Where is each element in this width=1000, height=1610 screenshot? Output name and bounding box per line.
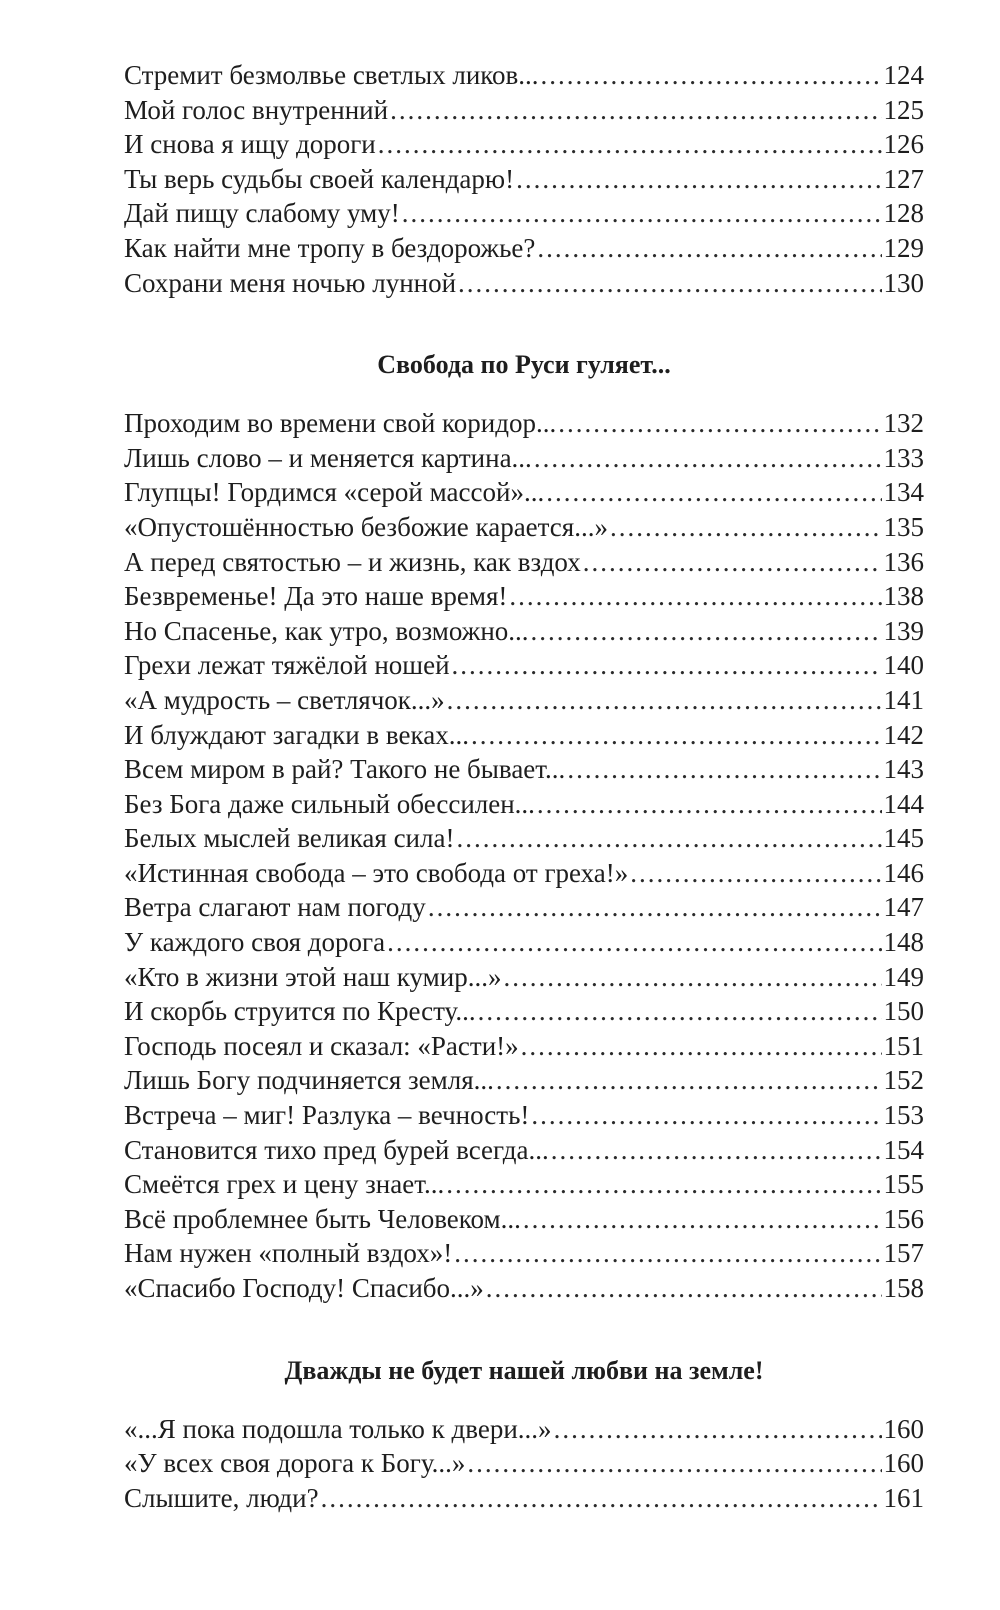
toc-entry-title: Лишь Богу подчиняется земля...: [124, 1065, 494, 1096]
toc-entry[interactable]: [124, 856, 924, 891]
toc-entry[interactable]: [124, 890, 924, 925]
toc-entry-title: Без Бога даже сильный обессилен...: [124, 788, 535, 819]
toc-leader-dots: [551, 1133, 882, 1168]
toc-entry-title: Лишь слово – и меняется картина...: [124, 442, 532, 473]
toc-entry-page: 151: [883, 1030, 924, 1061]
toc-entry-page: 158: [883, 1273, 924, 1303]
toc-entry-page: 147: [883, 892, 924, 923]
toc-entry-page: 149: [883, 961, 924, 992]
toc-entry[interactable]: [124, 1481, 924, 1516]
toc-entry-page: 130: [883, 267, 924, 298]
toc-entry[interactable]: [124, 1029, 924, 1064]
toc-entry[interactable]: [124, 648, 924, 683]
toc-leader-dots: [537, 787, 882, 822]
toc-entry-page: 144: [883, 788, 924, 819]
toc-entry-page: 156: [883, 1203, 924, 1234]
toc-leader-dots: [486, 1271, 882, 1306]
toc-leader-dots: [509, 579, 881, 614]
toc-entry-page: 133: [883, 442, 924, 473]
toc-entry-page: 125: [883, 94, 924, 125]
toc-entry-title: «А мудрость – светлячок...»: [124, 684, 445, 715]
toc-entry[interactable]: [124, 1133, 924, 1168]
toc-entry-page: 161: [883, 1482, 924, 1513]
toc-entry-page: 129: [883, 232, 924, 263]
toc-entry-page: 126: [883, 129, 924, 160]
toc-entry-page: 128: [883, 198, 924, 229]
toc-leader-dots: [516, 162, 881, 197]
toc-entry-page: 148: [883, 927, 924, 958]
toc-entry-title: Господь посеял и сказал: «Расти!»: [124, 1030, 519, 1061]
toc-leader-dots: [454, 1236, 881, 1271]
toc-leader-dots: [567, 752, 881, 787]
toc-entry[interactable]: [124, 1271, 924, 1306]
toc-entry[interactable]: [124, 1412, 924, 1447]
toc-entry[interactable]: [124, 1446, 924, 1481]
toc-entry-page: 139: [883, 615, 924, 646]
toc-entry-title: «Опустошённостью безбожие карается...»: [124, 511, 608, 542]
toc-entry-title: Смеётся грех и цену знает...: [124, 1169, 445, 1200]
toc-entry[interactable]: [124, 752, 924, 787]
toc-entry-title: Белых мыслей великая сила!: [124, 823, 455, 854]
toc-leader-dots: [537, 231, 881, 266]
toc-entry[interactable]: [124, 1202, 924, 1237]
toc-entry-page: 152: [883, 1065, 924, 1096]
toc-leader-dots: [447, 683, 882, 718]
toc-entry-title: Грехи лежат тяжёлой ношей: [124, 650, 450, 681]
toc-entry-title: Глупцы! Гордимся «серой массой»...: [124, 477, 545, 508]
toc-entry[interactable]: [124, 1063, 924, 1098]
toc-entry-title: Всё проблемнее быть Человеком...: [124, 1203, 521, 1234]
toc-entry-title: Но Спасенье, как утро, возможно...: [124, 615, 529, 646]
toc-entry[interactable]: [124, 545, 924, 580]
toc-leader-dots: [534, 441, 882, 476]
toc-entry-page: 145: [883, 823, 924, 854]
toc-entry-title: А перед святостью – и жизнь, как вздох: [124, 546, 581, 577]
toc-entry[interactable]: [124, 162, 924, 197]
toc-entry-page: 124: [883, 60, 924, 90]
toc-leader-dots: [390, 93, 881, 128]
toc-entry[interactable]: [124, 821, 924, 856]
toc-leader-dots: [546, 475, 881, 510]
section-heading: Дважды не будет нашей любви на земле!: [284, 1355, 764, 1385]
toc-leader-dots: [321, 1481, 882, 1516]
toc-entry[interactable]: [124, 266, 924, 301]
toc-entry[interactable]: [124, 1167, 924, 1202]
toc-entry-page: 143: [883, 754, 924, 785]
toc-leader-dots: [446, 1167, 881, 1202]
toc-entry-title: И блуждают загадки в веках...: [124, 719, 469, 750]
toc-leader-dots: [478, 994, 882, 1029]
toc-entry-page: 136: [883, 546, 924, 577]
toc-entry[interactable]: [124, 441, 924, 476]
section-heading: Свобода по Руси гуляет...: [377, 350, 671, 380]
toc-leader-dots: [402, 196, 882, 231]
toc-leader-dots: [558, 406, 881, 441]
toc-entry-page: 154: [883, 1134, 924, 1165]
toc-leader-dots: [541, 58, 882, 93]
toc-entry-title: Становится тихо пред бурей всегда...: [124, 1134, 549, 1165]
toc-entry-page: 160: [883, 1448, 924, 1479]
toc-entry-page: 141: [883, 684, 924, 715]
toc-entry[interactable]: [124, 231, 924, 266]
toc-entry[interactable]: [124, 475, 924, 510]
toc-entry[interactable]: [124, 1098, 924, 1133]
toc-leader-dots: [467, 1446, 881, 1481]
toc-entry-title: «Истинная свобода – это свобода от греха!»: [124, 857, 629, 888]
toc-section-1: [124, 58, 924, 300]
toc-entry-title: Стремит безмолвье светлых ликов...: [124, 60, 539, 90]
toc-entry[interactable]: [124, 127, 924, 162]
toc-entry-title: Безвременье! Да это наше время!: [124, 581, 508, 612]
toc-leader-dots: [471, 718, 882, 753]
toc-entry-title: Мой голос внутренний: [124, 94, 389, 125]
toc-leader-dots: [531, 1098, 881, 1133]
toc-entry-page: 134: [883, 477, 924, 508]
toc-entry-page: 160: [883, 1413, 924, 1444]
toc-entry[interactable]: [124, 510, 924, 545]
toc-entry-title: «...Я пока подошла только к двери...»: [124, 1413, 552, 1444]
toc-section-3: [124, 1412, 924, 1516]
toc-leader-dots: [531, 614, 882, 649]
toc-entry-title: Проходим во времени свой коридор...: [124, 408, 557, 439]
toc-leader-dots: [428, 890, 882, 925]
toc-entry-page: 146: [883, 857, 924, 888]
toc-entry-title: Дай пищу слабому уму!: [124, 198, 400, 229]
toc-entry[interactable]: [124, 579, 924, 614]
toc-entry-title: Слышите, люди?: [124, 1482, 319, 1513]
toc-entry-title: У каждого своя дорога: [124, 927, 386, 958]
toc-leader-dots: [554, 1412, 882, 1447]
toc-leader-dots: [583, 545, 882, 580]
toc-entry-page: 140: [883, 650, 924, 681]
toc-entry-title: Сохрани меня ночью лунной: [124, 267, 457, 298]
toc-leader-dots: [456, 821, 881, 856]
toc-entry-page: 127: [883, 163, 924, 194]
toc-entry-title: И скорбь струится по Кресту...: [124, 996, 476, 1027]
toc-entry-title: Как найти мне тропу в бездорожье?: [124, 232, 536, 263]
toc-entry-title: Ты верь судьбы своей календарю!: [124, 163, 515, 194]
toc-leader-dots: [452, 648, 882, 683]
toc-entry[interactable]: [124, 1236, 924, 1271]
toc-entry[interactable]: [124, 58, 924, 93]
toc-entry[interactable]: [124, 994, 924, 1029]
toc-entry-title: «У всех своя дорога к Богу...»: [124, 1448, 466, 1479]
toc-leader-dots: [378, 127, 882, 162]
toc-entry-title: «Спасибо Господу! Спасибо...»: [124, 1273, 484, 1303]
toc-entry-page: 138: [883, 581, 924, 612]
toc-leader-dots: [610, 510, 882, 545]
toc-entry[interactable]: [124, 614, 924, 649]
toc-leader-dots: [630, 856, 881, 891]
toc-entry-page: 132: [883, 408, 924, 439]
toc-leader-dots: [458, 266, 881, 301]
toc-entry[interactable]: [124, 718, 924, 753]
toc-entry-page: 157: [883, 1238, 924, 1269]
toc-leader-dots: [496, 1063, 882, 1098]
toc-entry[interactable]: [124, 93, 924, 128]
toc-entry-page: 150: [883, 996, 924, 1027]
toc-page: [124, 58, 924, 1515]
toc-entry[interactable]: [124, 196, 924, 231]
toc-entry-page: 135: [883, 511, 924, 542]
toc-entry-page: 155: [883, 1169, 924, 1200]
toc-entry[interactable]: [124, 787, 924, 822]
toc-entry-page: 142: [883, 719, 924, 750]
toc-entry-title: Нам нужен «полный вздох»!: [124, 1238, 453, 1269]
toc-entry[interactable]: [124, 960, 924, 995]
toc-entry-title: И снова я ищу дороги: [124, 129, 376, 160]
toc-entry-page: 153: [883, 1100, 924, 1131]
toc-leader-dots: [521, 1029, 882, 1064]
toc-entry[interactable]: [124, 406, 924, 441]
toc-entry-title: Всем миром в рай? Такого не бывает...: [124, 754, 566, 785]
toc-leader-dots: [523, 1202, 882, 1237]
toc-entry[interactable]: [124, 683, 924, 718]
toc-entry-title: Встреча – миг! Разлука – вечность!: [124, 1100, 530, 1131]
toc-entry-title: «Кто в жизни этой наш кумир...»: [124, 961, 502, 992]
toc-entry[interactable]: [124, 925, 924, 960]
toc-entry-title: Ветра слагают нам погоду: [124, 892, 426, 923]
toc-leader-dots: [387, 925, 881, 960]
toc-leader-dots: [503, 960, 881, 995]
toc-section-2: [124, 406, 924, 1305]
